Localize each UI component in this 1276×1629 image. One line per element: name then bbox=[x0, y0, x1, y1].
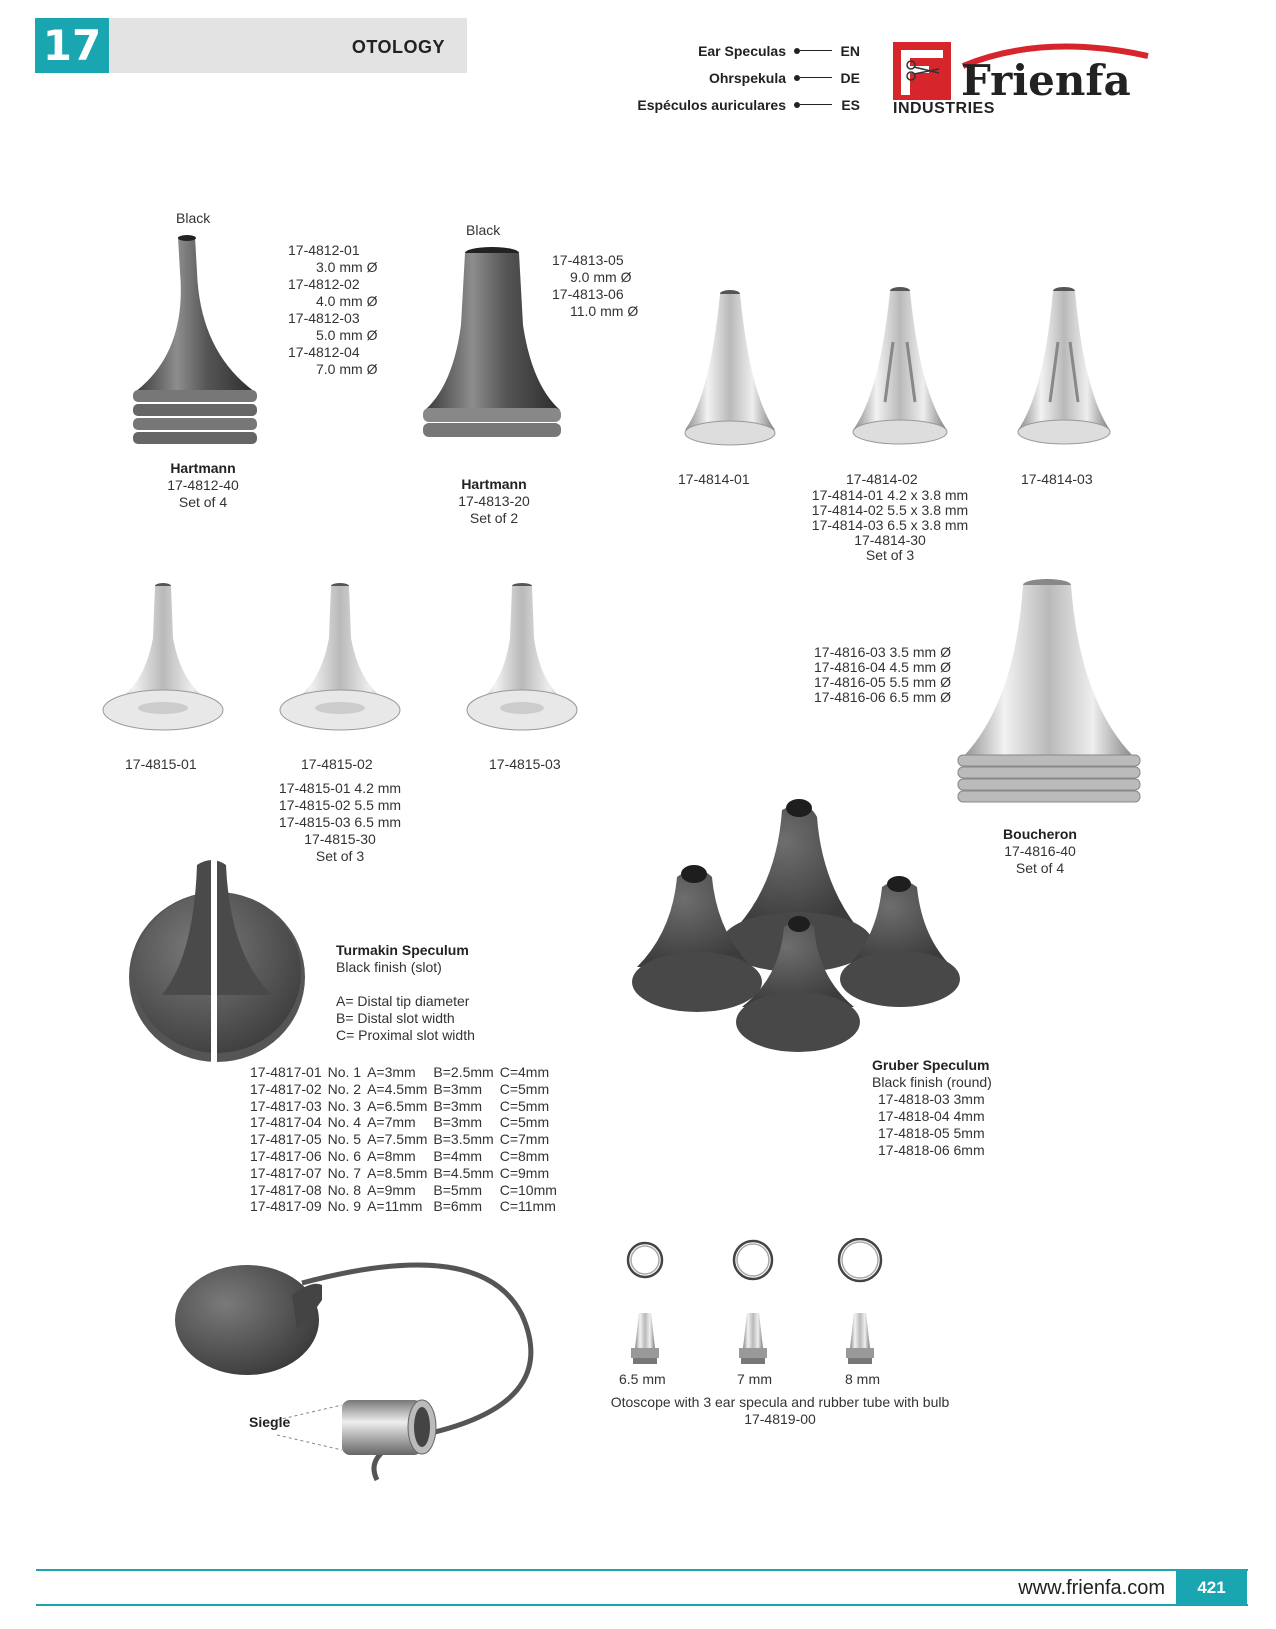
table-cell: A=8mm bbox=[367, 1147, 416, 1164]
siegle-label: Siegle bbox=[249, 1414, 291, 1430]
page-number: 421 bbox=[1176, 1569, 1247, 1606]
speculum-4814-03-image bbox=[1012, 282, 1117, 462]
product-code-label: 17-4815-03 bbox=[489, 756, 561, 772]
table-cell: C=5mm bbox=[499, 1114, 550, 1131]
language-list bbox=[560, 37, 860, 118]
gruber-info: Gruber Speculum Black finish (round) 17-4818-03 3mm 17-4818-04 4mm 17-4818-05 5mm 17-4818-06 6mm bbox=[872, 1057, 992, 1158]
table-cell: B=3mm bbox=[433, 1080, 483, 1097]
turmakin-info: Turmakin Speculum Black finish (slot) A= Distal tip diameter B= Distal slot width C= Proximal slot width bbox=[336, 942, 475, 1043]
siegle-otoscope-image bbox=[172, 1255, 552, 1505]
table-cell: C=4mm bbox=[499, 1064, 550, 1080]
boucheron-sizes: 17-4816-03 3.5 mm Ø 17-4816-04 4.5 mm Ø 17-4816-05 5.5 mm Ø 17-4816-06 6.5 mm Ø bbox=[814, 644, 951, 705]
product-code-label: 17-4814-02 bbox=[846, 471, 918, 487]
table-cell: A=3mm bbox=[367, 1064, 416, 1080]
hartmann-speculum-image bbox=[420, 245, 565, 455]
product-code-label: 17-4814-03 bbox=[1021, 471, 1093, 487]
speculum-4814-02-image bbox=[845, 282, 955, 462]
table-row bbox=[250, 1064, 563, 1081]
section-bar bbox=[109, 18, 467, 73]
table-cell: No. 1 bbox=[327, 1064, 362, 1080]
otoscope-size-label: 8 mm bbox=[845, 1371, 880, 1387]
table-cell: No. 9 bbox=[327, 1198, 362, 1215]
footer-url[interactable]: www.frienfa.com bbox=[1018, 1577, 1165, 1599]
table-row bbox=[250, 1098, 563, 1115]
language-code-de: DE bbox=[840, 69, 860, 86]
table-row bbox=[250, 1148, 563, 1165]
boucheron-speculum-image bbox=[955, 575, 1145, 815]
table-cell: C=11mm bbox=[499, 1198, 556, 1215]
table-cell: No. 4 bbox=[327, 1114, 362, 1131]
product-code-label: 17-4815-02 bbox=[301, 756, 373, 772]
speculum-4815-03-image bbox=[462, 578, 582, 748]
gruber-speculum-image bbox=[632, 792, 982, 1062]
product-code-label: 17-4815-01 bbox=[125, 756, 197, 772]
table-cell: No. 3 bbox=[327, 1097, 362, 1114]
table-cell: 17-4817-04 bbox=[250, 1114, 322, 1131]
brand-logo bbox=[893, 38, 1183, 123]
table-row bbox=[250, 1198, 563, 1215]
boucheron-caption: Boucheron 17-4816-40 Set of 4 bbox=[1003, 826, 1077, 876]
footer-rule-top bbox=[36, 1569, 1248, 1571]
table-cell: 17-4817-01 bbox=[250, 1064, 322, 1080]
finish-label: Black bbox=[466, 222, 501, 238]
table-row bbox=[250, 1182, 563, 1199]
table-cell: No. 2 bbox=[327, 1080, 362, 1097]
table-row bbox=[250, 1114, 563, 1131]
chapter-number: 17 bbox=[35, 18, 109, 73]
hartmann-4813-caption: Hartmann 17-4813-20 Set of 2 bbox=[458, 476, 530, 526]
table-cell: B=4mm bbox=[433, 1147, 483, 1164]
table-cell: 17-4817-07 bbox=[250, 1164, 322, 1181]
table-cell: C=7mm bbox=[499, 1131, 550, 1148]
table-cell: No. 8 bbox=[327, 1181, 362, 1198]
table-cell: B=2.5mm bbox=[433, 1064, 494, 1080]
table-cell: B=3mm bbox=[433, 1097, 483, 1114]
otoscope-caption: Otoscope with 3 ear specula and rubber tube with bulb 17-4819-00 bbox=[610, 1394, 950, 1427]
product-code-label: 17-4814-01 bbox=[678, 471, 750, 487]
table-cell: C=8mm bbox=[499, 1147, 550, 1164]
speculum-4815-01-image bbox=[98, 578, 228, 748]
language-label-de: Ohrspekula bbox=[708, 69, 786, 86]
table-cell: C=9mm bbox=[499, 1164, 550, 1181]
table-cell: A=6.5mm bbox=[367, 1097, 428, 1114]
table-cell: C=5mm bbox=[499, 1097, 550, 1114]
otoscope-size-label: 7 mm bbox=[737, 1371, 772, 1387]
table-cell: B=3.5mm bbox=[433, 1131, 494, 1148]
table-cell: 17-4817-09 bbox=[250, 1198, 322, 1215]
section-title: OTOLOGY bbox=[351, 37, 445, 57]
table-row bbox=[250, 1131, 563, 1148]
language-label-es: Espéculos auriculares bbox=[637, 96, 786, 113]
table-cell: 17-4817-02 bbox=[250, 1080, 322, 1097]
brand-name: Frienfa bbox=[961, 56, 1131, 105]
turmakin-table bbox=[250, 1064, 563, 1215]
spec-4815-sizes: 17-4815-01 4.2 mm 17-4815-02 5.5 mm 17-4815-03 6.5 mm 17-4815-30 Set of 3 bbox=[278, 780, 402, 864]
table-cell: B=3mm bbox=[433, 1114, 483, 1131]
table-cell: B=6mm bbox=[433, 1198, 483, 1215]
table-cell: 17-4817-05 bbox=[250, 1131, 322, 1148]
otoscope-specula-image bbox=[615, 1238, 1005, 1378]
table-cell: A=11mm bbox=[367, 1198, 423, 1215]
table-cell: B=5mm bbox=[433, 1181, 483, 1198]
table-cell: No. 5 bbox=[327, 1131, 362, 1148]
table-cell: No. 6 bbox=[327, 1147, 362, 1164]
table-cell: C=5mm bbox=[499, 1080, 550, 1097]
hartmann-speculum-image bbox=[125, 232, 265, 457]
table-cell: A=7.5mm bbox=[367, 1131, 428, 1148]
language-code-es: ES bbox=[841, 96, 860, 113]
table-cell: A=9mm bbox=[367, 1181, 416, 1198]
hartmann-4812-sizes: 17-4812-01 3.0 mm Ø 17-4812-02 4.0 mm Ø 17-4812-03 5.0 mm Ø 17-4812-04 7.0 mm Ø bbox=[288, 242, 378, 377]
table-cell: C=10mm bbox=[499, 1181, 557, 1198]
language-label-en: Ear Speculas bbox=[698, 42, 786, 59]
footer-rule-bottom bbox=[36, 1604, 1248, 1606]
table-cell: A=4.5mm bbox=[367, 1080, 428, 1097]
finish-label: Black bbox=[176, 210, 211, 226]
language-code-en: EN bbox=[840, 42, 860, 59]
table-cell: A=8.5mm bbox=[367, 1164, 428, 1181]
table-cell: B=4.5mm bbox=[433, 1164, 494, 1181]
speculum-4814-01-image bbox=[680, 285, 780, 465]
table-cell: A=7mm bbox=[367, 1114, 416, 1131]
table-cell: 17-4817-08 bbox=[250, 1181, 322, 1198]
brand-sub: INDUSTRIES bbox=[893, 100, 995, 117]
table-cell: 17-4817-03 bbox=[250, 1097, 322, 1114]
table-cell: No. 7 bbox=[327, 1164, 362, 1181]
hartmann-4812-caption: Hartmann 17-4812-40 Set of 4 bbox=[167, 460, 239, 510]
hartmann-4813-sizes: 17-4813-05 9.0 mm Ø 17-4813-06 11.0 mm Ø bbox=[552, 252, 639, 319]
table-row bbox=[250, 1081, 563, 1098]
speculum-4815-02-image bbox=[275, 578, 405, 748]
otoscope-size-label: 6.5 mm bbox=[619, 1371, 666, 1387]
turmakin-speculum-image bbox=[122, 855, 312, 1065]
table-cell: 17-4817-06 bbox=[250, 1147, 322, 1164]
table-row bbox=[250, 1165, 563, 1182]
spec-4814-sizes: 17-4814-01 4.2 x 3.8 mm 17-4814-02 5.5 x 3.8 mm 17-4814-03 6.5 x 3.8 mm 17-4814-30 Set of 3 bbox=[811, 487, 969, 563]
